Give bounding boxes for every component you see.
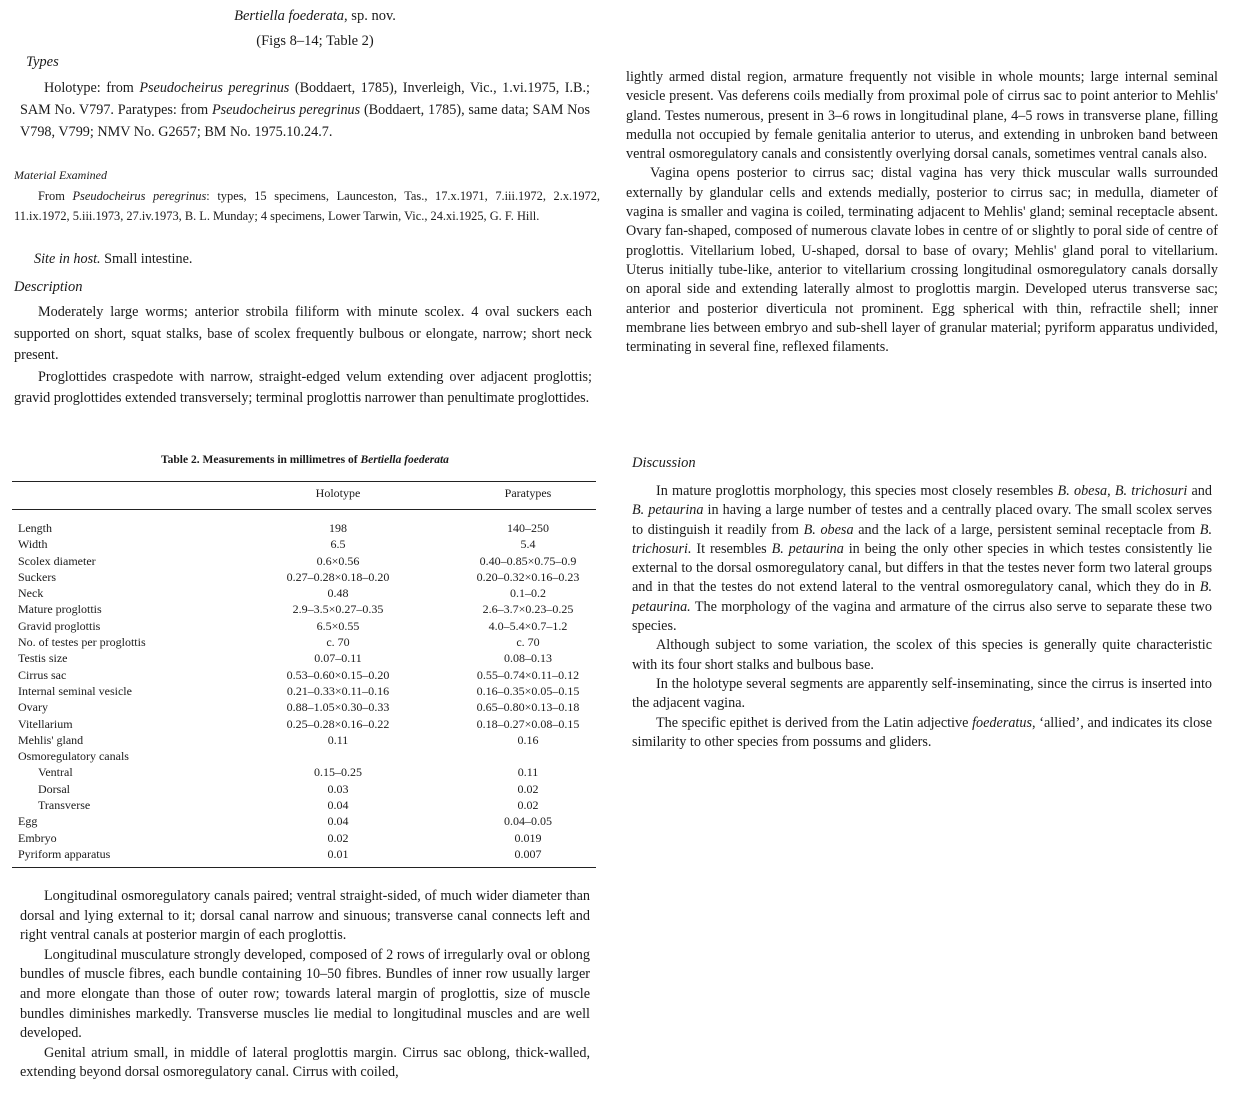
paratypes-value: 0.019 (514, 830, 542, 845)
italic-text: B. trichosuri (1114, 483, 1188, 499)
discussion-paragraph (632, 636, 1212, 675)
spacer (408, 748, 458, 764)
table-row (18, 650, 598, 666)
discussion-paragraph (632, 675, 1212, 714)
anatomy-body-right (626, 68, 1218, 357)
paratypes-value: 0.007 (514, 846, 542, 861)
paratypes-value: 4.0–5.4×0.7–1.2 (488, 618, 568, 633)
discussion-paragraph (632, 714, 1212, 753)
description-paragraph (14, 367, 592, 410)
row-label: Testis size (18, 651, 68, 666)
holotype-value: 6.5 (330, 537, 346, 552)
text-run: From (38, 189, 73, 203)
site-in-host (34, 249, 594, 271)
table-bottom-rule (12, 867, 596, 868)
table-row (18, 732, 598, 748)
italic-text: B. petaurina (632, 502, 704, 519)
table-caption (0, 454, 610, 466)
spacer (408, 601, 458, 617)
table-row (18, 830, 598, 846)
paratypes-value: 0.04–0.05 (504, 814, 552, 829)
text-run: Genital atrium small, in middle of lateral proglottis margin. Cirrus sac oblong, thick-walled, extending beyond dorsal osmoregulatory canal. Cirrus with coiled, (20, 1044, 590, 1081)
spacer (408, 536, 458, 552)
musculature-paragraph (20, 946, 590, 1044)
table-row (18, 569, 598, 585)
holotype-value (268, 748, 408, 764)
row-label: Mature proglottis (18, 602, 102, 617)
spacer (408, 585, 458, 601)
spacer (408, 764, 458, 780)
holotype-value: 0.04 (327, 798, 349, 813)
paratypes-value: 0.20–0.32×0.16–0.23 (476, 569, 580, 584)
holotype-value: 0.48 (327, 586, 349, 601)
italic-text: B. obesa (803, 521, 854, 538)
row-label: Mehlis' gland (18, 732, 84, 747)
text-run: The specific epithet is derived from the Latin adjective (656, 714, 973, 731)
paratypes-value: 140–250 (507, 521, 549, 535)
holotype-value: 0.25–0.28×0.16–0.22 (286, 716, 390, 731)
row-label: Pyriform apparatus (18, 846, 111, 861)
italic-text: Pseudocheirus peregrinus (139, 80, 290, 96)
holotype-value: 0.07–0.11 (314, 651, 362, 666)
holotype-value: 2.9–3.5×0.27–0.35 (292, 602, 384, 617)
testes-paragraph (626, 68, 1218, 164)
row-label: Transverse (38, 798, 91, 813)
description-heading: Description (14, 279, 83, 295)
paratypes-value: 0.55–0.74×0.11–0.12 (476, 667, 580, 682)
italic-text: Pseudocheirus peregrinus (72, 189, 207, 203)
paratypes-value: 0.1–0.2 (510, 586, 546, 601)
spacer (408, 618, 458, 634)
row-label: Osmoregulatory canals (18, 749, 129, 764)
paratypes-value (458, 748, 598, 764)
paratypes-value: 5.4 (520, 537, 536, 552)
holotype-value: 0.27–0.28×0.18–0.20 (286, 569, 390, 584)
material-examined-paragraph (14, 187, 600, 226)
row-label: Egg (18, 814, 38, 829)
discussion-body (632, 482, 1212, 752)
italic-text: B. petaurina (771, 540, 844, 557)
female-genitalia-paragraph (626, 164, 1218, 357)
holotype-value: 0.01 (327, 846, 349, 861)
paratypes-value: 2.6–3.7×0.23–0.25 (482, 602, 574, 617)
table-header-rule (12, 509, 596, 510)
text-run: Moderately large worms; anterior strobila filiform with minute scolex. 4 oval suckers each supported on short, squat stalks, base of scolex frequently bulbous or elongate, narrow; short neck present. (14, 304, 592, 363)
text-run: , ‘allied’, and indicates its close similarity to other species from possums and gliders. (632, 714, 1212, 750)
paratypes-value: 0.65–0.80×0.13–0.18 (476, 700, 580, 715)
text-run: Small intestine. (100, 251, 193, 267)
types-paragraph (20, 77, 590, 143)
types-heading: Types (26, 54, 59, 70)
text-run: lightly armed distal region, armature frequently not visible in whole mounts; large internal seminal vesicle present. Vas deferens coils medially from proximal pole of cirrus sac to point anterior to Mehlis' gland. Testes numerous, present in 3–6 rows in longitudinal plane, 4–5 rows in transverse plane, filling medulla not occupied by female genitalia anterior to uterus, and extending in unbroken band between ventral osmoregulatory canals and consistently overlying dorsal canals, sometimes ventral canals also. (626, 69, 1218, 163)
paratypes-value: 0.16–0.35×0.05–0.15 (476, 683, 580, 698)
osmoregulatory-paragraph (20, 887, 590, 946)
paratypes-value: 0.08–0.13 (504, 651, 552, 666)
italic-text: Pseudocheirus peregrinus (211, 102, 361, 118)
spacer (408, 813, 458, 829)
spacer (408, 797, 458, 813)
table-row (18, 699, 598, 715)
species-title (0, 8, 630, 25)
table-row (18, 797, 598, 813)
text-run: The morphology of the vagina and armature of the cirrus also serve to separate these two species. (632, 598, 1212, 635)
holotype-value: 0.15–0.25 (314, 765, 362, 780)
paratypes-value: 0.02 (517, 798, 539, 813)
row-label: Gravid proglottis (18, 618, 101, 633)
table-row (18, 536, 598, 552)
italic-text: Bertiella foederata (360, 454, 449, 466)
text-run: Vagina opens posterior to cirrus sac; distal vagina has very thick muscular walls surrounded externally by glandular cells and extends medially, posterior to cirrus sac; in medulla, diameter of vagina is smaller and vagina is coiled, terminating adjacent to Mehlis' gland; seminal receptacle absent. Ovary fan-shaped, composed of numerous clavate lobes in centre of or slightly to poral side of centre of proglottis. Vitellarium lobed, U-shaped, dorsal to base of ovary; Mehlis' gland poral to vitellarium. Uterus initially tube-like, anterior to vitellarium crossing longitudinal osmoregulatory canals dorsally on aporal side and extending laterally almost to proglottis margin. Developed uterus transverse sac; anterior and posterior diverticula not prominent. Egg spherical with thin, refractile shell; inner membrane lies between embryo and sub-shell layer of granular material; pyriform apparatus undivided, terminating in several fine, reflexed filaments. (626, 165, 1218, 356)
row-label: Suckers (18, 569, 56, 584)
discussion-paragraph (632, 482, 1212, 636)
holotype-value: c. 70 (326, 635, 350, 650)
table-row (18, 520, 598, 536)
text-run: It resembles (691, 540, 772, 557)
text-run: Longitudinal musculature strongly developed, composed of 2 rows of irregularly oval or oblong bundles of muscle fibres, each bundle containing 10–50 fibres. Bundles of inner row usually larger and more elongate than those of outer row; towards lateral margin of proglottis, size of muscle bundles diminishes markedly. Transverse muscles lie medial to longitudinal muscles and are well developed. (20, 946, 590, 1042)
row-label: Cirrus sac (18, 667, 67, 682)
table-row (18, 781, 598, 797)
column-header-holotype: Holotype (315, 486, 361, 500)
spacer (408, 634, 458, 650)
anatomy-body-left (20, 887, 590, 1083)
holotype-value: 0.02 (327, 830, 349, 845)
row-label: Embryo (18, 830, 57, 845)
spacer (408, 781, 458, 797)
text-run: Although subject to some variation, the scolex of this species is generally quite characteristic with its four short stalks and bulbous base. (632, 637, 1212, 673)
holotype-value: 0.04 (327, 814, 349, 829)
paratypes-value: 0.18–0.27×0.08–0.15 (476, 716, 580, 731)
row-label: Vitellarium (18, 716, 73, 731)
text-run: (Boddaert, 1785), Inverleigh, Vic., 1.vi.1975, I.B.; SAM No. V797. Paratypes: from (20, 80, 591, 118)
paratypes-value: 0.11 (517, 765, 539, 780)
text-run: (Boddaert, 1785), same data; SAM Nos V798, V799; NMV No. G2657; BM No. 1975.10.24.7. (20, 102, 590, 140)
paratypes-value: 0.02 (517, 781, 539, 796)
text-run: In mature proglottis morphology, this species most closely resembles (656, 483, 1058, 499)
row-label: Width (18, 537, 48, 552)
text-run: Longitudinal osmoregulatory canals paired; ventral straight-sided, of much wider diameter than dorsal and lying external to it; dorsal canal narrow and sinuous; transverse canal connects left and right ventral canals at posterior margin of each proglottis. (20, 888, 590, 944)
table-row (18, 667, 598, 683)
text-run: : types, 15 specimens, Launceston, Tas., 17.x.1971, 7.iii.1972, 2.x.1972, 11.ix.1972, 5.iii.1973, 27.iv.1973, B. L. Munday; 4 specimens, Lower Tarwin, Vic., 24.xi.1925, G. F. Hill. (14, 189, 601, 223)
table-top-rule (12, 481, 596, 482)
italic-text: B. obesa (1057, 483, 1108, 499)
italic-text: B. petaurina. (632, 579, 1212, 615)
row-label: Dorsal (38, 781, 70, 796)
paratypes-value: 0.40–0.85×0.75–0.9 (479, 553, 577, 568)
paratypes-value: 0.16 (517, 732, 539, 747)
holotype-value: 0.88–1.05×0.30–0.33 (286, 700, 390, 715)
spacer (408, 683, 458, 699)
holotype-value: 6.5×0.55 (316, 618, 360, 633)
table-row (18, 585, 598, 601)
column-header-paratypes: Paratypes (504, 486, 552, 500)
table-row (18, 748, 598, 764)
material-examined-heading: Material Examined (14, 168, 107, 182)
text-run: Table 2. Measurements in millimetres of (161, 454, 361, 466)
holotype-value: 0.11 (327, 732, 349, 747)
text-run: , sp. nov. (344, 8, 396, 24)
italic-text: Bertiella foederata (234, 8, 345, 24)
spacer (408, 699, 458, 715)
table-row (18, 683, 598, 699)
genital-paragraph (20, 1044, 590, 1083)
table-row (18, 634, 598, 650)
paratypes-value: c. 70 (516, 635, 540, 650)
holotype-value: 0.6×0.56 (316, 553, 360, 568)
holotype-value: 198 (329, 521, 347, 535)
figure-reference: (Figs 8–14; Table 2) (256, 33, 374, 49)
text-run: , (1107, 483, 1115, 499)
table-row (18, 618, 598, 634)
text-run: and (1187, 483, 1212, 499)
italic-text: foederatus (972, 714, 1032, 731)
text-run: Holotype: from (44, 80, 140, 96)
text-run: in being the only other species in which testes consistently lie external to the dorsal osmoregulatory canal, but differs in that the testes never form two lateral groups and in that the testes do not extend lateral to the ventral osmoregulatory canal, which they do in (632, 540, 1213, 596)
row-label: No. of testes per proglottis (18, 635, 146, 650)
table-row (18, 813, 598, 829)
spacer (408, 520, 458, 536)
row-label: Scolex diameter (18, 553, 96, 568)
spacer (408, 732, 458, 748)
row-label: Ventral (38, 765, 73, 780)
text-run: and the lack of a large, persistent seminal receptacle from (853, 521, 1200, 538)
table-row (18, 553, 598, 569)
row-label: Internal seminal vesicle (18, 683, 132, 698)
text-run: In the holotype several segments are apparently self-inseminating, since the cirrus is inserted into the adjacent vagina. (632, 675, 1212, 712)
spacer (408, 667, 458, 683)
holotype-value: 0.03 (327, 781, 349, 796)
italic-text: Site in host. (34, 251, 101, 267)
spacer (408, 650, 458, 666)
measurements-table (18, 520, 598, 862)
spacer (408, 830, 458, 846)
table-row (18, 716, 598, 732)
row-label: Ovary (18, 700, 48, 715)
spacer (408, 846, 458, 862)
discussion-heading: Discussion (632, 455, 696, 471)
table-row (18, 601, 598, 617)
spacer (408, 716, 458, 732)
row-label: Length (18, 521, 52, 535)
table-row (18, 846, 598, 862)
text-run: in having a large number of testes and a centrally placed ovary. The small scolex serves to distinguish it readily from (632, 502, 1212, 538)
holotype-value: 0.53–0.60×0.15–0.20 (286, 667, 390, 682)
italic-text: B. trichosuri. (632, 521, 1212, 557)
text-run: Proglottides craspedote with narrow, straight-edged velum extending over adjacent proglottis; gravid proglottides extended transversely; terminal proglottis narrower than penultimate proglottides. (14, 368, 592, 406)
spacer (408, 553, 458, 569)
table-row (18, 764, 598, 780)
spacer (408, 569, 458, 585)
holotype-value: 0.21–0.33×0.11–0.16 (286, 683, 390, 698)
description-paragraph (14, 302, 592, 367)
description-body (14, 302, 592, 410)
row-label: Neck (18, 586, 44, 601)
